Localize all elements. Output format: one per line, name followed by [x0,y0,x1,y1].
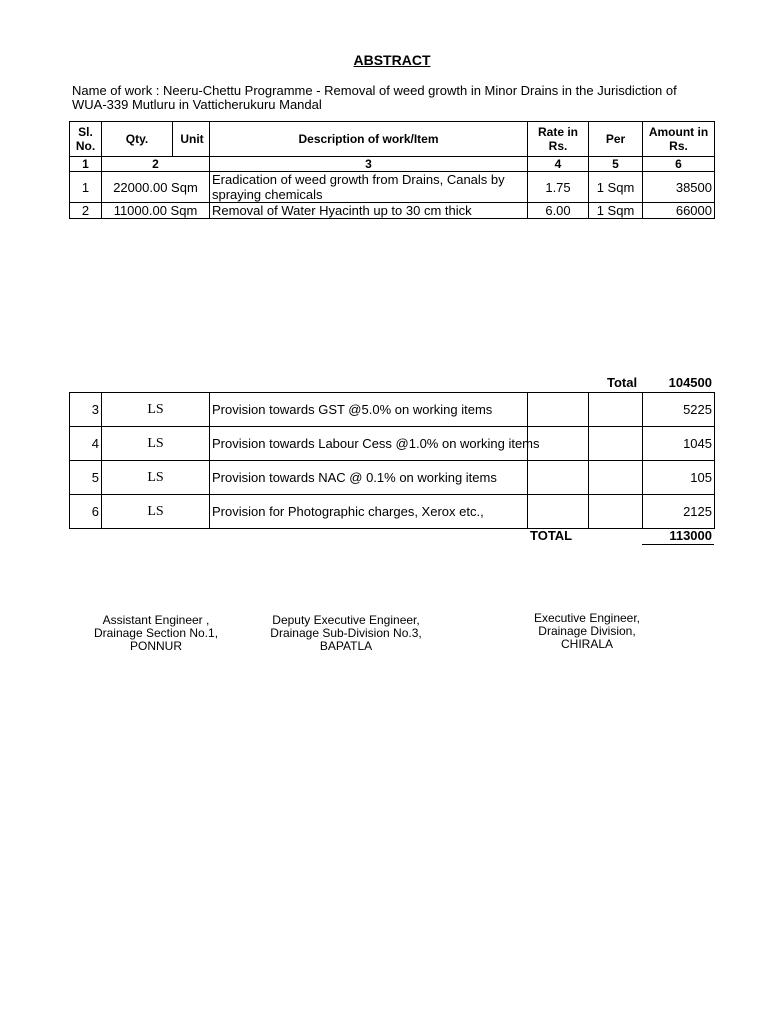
header-row [70,122,715,157]
name-of-work: Name of work : Neeru-Chettu Programme - Removal of weed growth in Minor Drains in the Jurisdiction of WUA-339 Mutluru in Vatticherukuru Mandal [72,83,677,112]
provision-description: Provision towards Labour Cess @1.0% on working items [210,427,528,461]
header-description: Description of work/Item [210,122,528,157]
provision-sl: 3 [70,393,102,427]
provision-amount: 105 [643,461,715,495]
grand-total-label: TOTAL [530,528,573,543]
signature-line: PONNUR [129,639,182,653]
col-number: 4 [528,157,589,172]
provision-sl: 4 [70,427,102,461]
provision-per [589,427,643,461]
provision-description: Provision towards GST @5.0% on working items [210,393,528,427]
provision-sl: 6 [70,495,102,529]
item-per: 1 Sqm [589,203,643,219]
provision-per [589,495,643,529]
provision-sl: 5 [70,461,102,495]
signature-line: CHIRALA [560,637,613,651]
item-rate: 6.00 [528,203,589,219]
signature-line: Deputy Executive Engineer, [272,613,420,627]
page-title: ABSTRACT [353,52,431,68]
provision-amount: 1045 [643,427,715,461]
provision-rate [528,461,589,495]
provision-rate [528,393,589,427]
col-number: 5 [589,157,643,172]
header-per: Per [589,122,643,157]
table-row [70,393,715,427]
col-number: 3 [210,157,528,172]
header-rate: Rate in Rs. [528,122,589,157]
item-sl: 2 [70,203,102,219]
signature-assistant-engineer [80,614,232,653]
item-rate: 1.75 [528,172,589,203]
item-sl: 1 [70,172,102,203]
provision-qty: LS [102,427,210,461]
subtotal-value: 104500 [668,375,712,390]
provision-qty: LS [102,461,210,495]
grand-total-underline [642,544,714,545]
subtotal-row [560,375,714,391]
item-description: Removal of Water Hyacinth up to 30 cm thick [210,203,528,219]
provision-qty: LS [102,393,210,427]
header-sl: Sl. No. [70,122,102,157]
signature-line: Drainage Section No.1, [93,626,219,640]
grand-total-row [528,527,714,545]
signature-executive-engineer [508,612,666,651]
header-unit: Unit [173,122,210,157]
signature-line: BAPATLA [319,639,373,653]
provision-amount: 5225 [643,393,715,427]
signature-deputy-executive-engineer [258,614,434,653]
provision-rate [528,495,589,529]
table-row [70,427,715,461]
col-number: 1 [70,157,102,172]
col-number: 2 [102,157,210,172]
item-amount: 38500 [643,172,715,203]
table-row [70,461,715,495]
signature-line: Assistant Engineer , [102,613,210,627]
abstract-table [69,121,715,219]
item-qty-unit: 11000.00 Sqm [102,203,210,219]
signature-line: Executive Engineer, [533,611,641,625]
col-number: 6 [643,157,715,172]
table-row [70,495,715,529]
signature-line: Drainage Division, [538,624,636,638]
table-row [70,172,715,203]
provision-per [589,461,643,495]
provision-description: Provision for Photographic charges, Xerox etc., [210,495,528,529]
header-amount: Amount in Rs. [643,122,715,157]
grand-total-value: 113000 [669,528,712,543]
table-row [70,203,715,219]
provisions-table [69,392,715,529]
signature-line: Drainage Sub-Division No.3, [270,626,422,640]
item-description: Eradication of weed growth from Drains, Canals by spraying chemicals [210,172,528,203]
header-qty: Qty. [102,122,173,157]
item-qty-unit: 22000.00 Sqm [102,172,210,203]
subtotal-label: Total [607,375,638,390]
item-per: 1 Sqm [589,172,643,203]
column-number-row [70,157,715,172]
provision-description: Provision towards NAC @ 0.1% on working items [210,461,528,495]
provision-amount: 2125 [643,495,715,529]
provision-qty: LS [102,495,210,529]
provision-per [589,393,643,427]
item-amount: 66000 [643,203,715,219]
